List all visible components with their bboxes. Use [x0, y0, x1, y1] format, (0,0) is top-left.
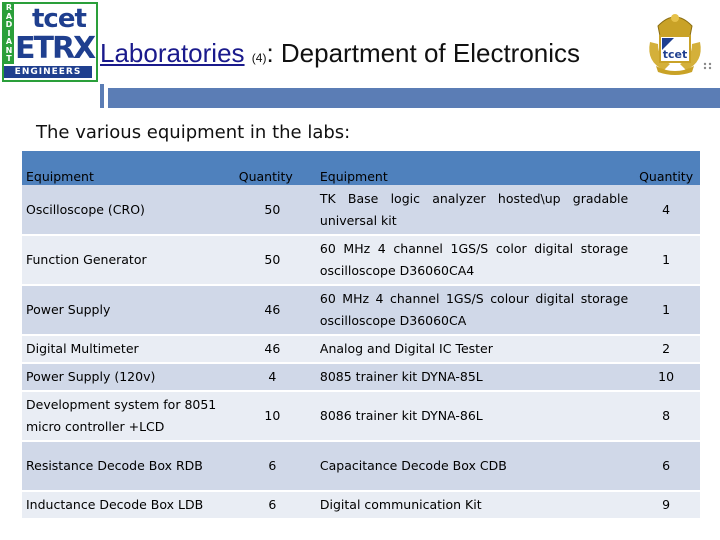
cell-equipment: TK Base logic analyzer hosted\up gradable universal kit	[316, 185, 632, 235]
logo-radiant-text: R A D I A N T	[5, 3, 13, 63]
header-quantity-2: Quantity	[632, 151, 700, 185]
cell-equipment: Development system for 8051 micro controller +LCD	[22, 391, 229, 441]
cell-equipment: Capacitance Decode Box CDB	[316, 441, 632, 491]
cell-quantity: 6	[229, 441, 316, 491]
cell-quantity: 9	[632, 491, 700, 519]
cell-quantity: 6	[632, 441, 700, 491]
header-equipment-1: Equipment	[22, 151, 229, 185]
table-row	[22, 391, 700, 441]
cell-quantity: 10	[229, 391, 316, 441]
cell-quantity: 4	[632, 185, 700, 235]
header-quantity-1: Quantity	[229, 151, 316, 185]
cell-equipment: 8086 trainer kit DYNA-86L	[316, 391, 632, 441]
logo-etrx-text: ETRX	[15, 31, 95, 66]
table-row	[22, 335, 700, 363]
cell-equipment: Resistance Decode Box RDB	[22, 441, 229, 491]
table-header-row	[22, 151, 700, 185]
blue-band-accent	[100, 84, 104, 108]
cell-equipment: Analog and Digital IC Tester	[316, 335, 632, 363]
cell-quantity: 46	[229, 285, 316, 335]
cell-equipment: Digital communication Kit	[316, 491, 632, 519]
blue-band	[108, 88, 720, 108]
cell-equipment: Oscilloscope (CRO)	[22, 185, 229, 235]
cell-quantity: 2	[632, 335, 700, 363]
cell-equipment: 8085 trainer kit DYNA-85L	[316, 363, 632, 391]
cell-equipment: 60 MHz 4 channel 1GS/S colour digital storage oscilloscope D36060CA	[316, 285, 632, 335]
table-row	[22, 441, 700, 491]
title-rest: : Department of Electronics	[266, 38, 581, 68]
cell-quantity: 46	[229, 335, 316, 363]
equipment-table	[22, 151, 700, 520]
cell-equipment: Power Supply (120v)	[22, 363, 229, 391]
tcet-emblem-icon	[640, 6, 710, 76]
corner-dots-icon	[702, 58, 716, 76]
table-row	[22, 185, 700, 235]
cell-equipment: Power Supply	[22, 285, 229, 335]
cell-quantity: 6	[229, 491, 316, 519]
cell-equipment: Digital Multimeter	[22, 335, 229, 363]
title-link[interactable]: Laboratories	[100, 38, 245, 68]
emblem-text: tcet	[662, 48, 688, 61]
logo-tcet-text: tcet	[32, 4, 86, 34]
table-row	[22, 235, 700, 285]
cell-equipment: Inductance Decode Box LDB	[22, 491, 229, 519]
etrx-logo	[0, 0, 100, 84]
page-title	[100, 38, 580, 69]
logo-engineers-text: ENGINEERS	[4, 66, 92, 78]
table-row	[22, 363, 700, 391]
cell-equipment: 60 MHz 4 channel 1GS/S color digital storage oscilloscope D36060CA4	[316, 235, 632, 285]
cell-quantity: 1	[632, 285, 700, 335]
title-number: (4)	[251, 51, 267, 65]
cell-equipment: Function Generator	[22, 235, 229, 285]
cell-quantity: 10	[632, 363, 700, 391]
cell-quantity: 50	[229, 235, 316, 285]
table-row	[22, 285, 700, 335]
cell-quantity: 4	[229, 363, 316, 391]
section-subtitle: The various equipment in the labs:	[36, 122, 351, 143]
cell-quantity: 50	[229, 185, 316, 235]
header-equipment-2: Equipment	[316, 151, 632, 185]
cell-quantity: 8	[632, 391, 700, 441]
cell-quantity: 1	[632, 235, 700, 285]
table-row	[22, 491, 700, 519]
